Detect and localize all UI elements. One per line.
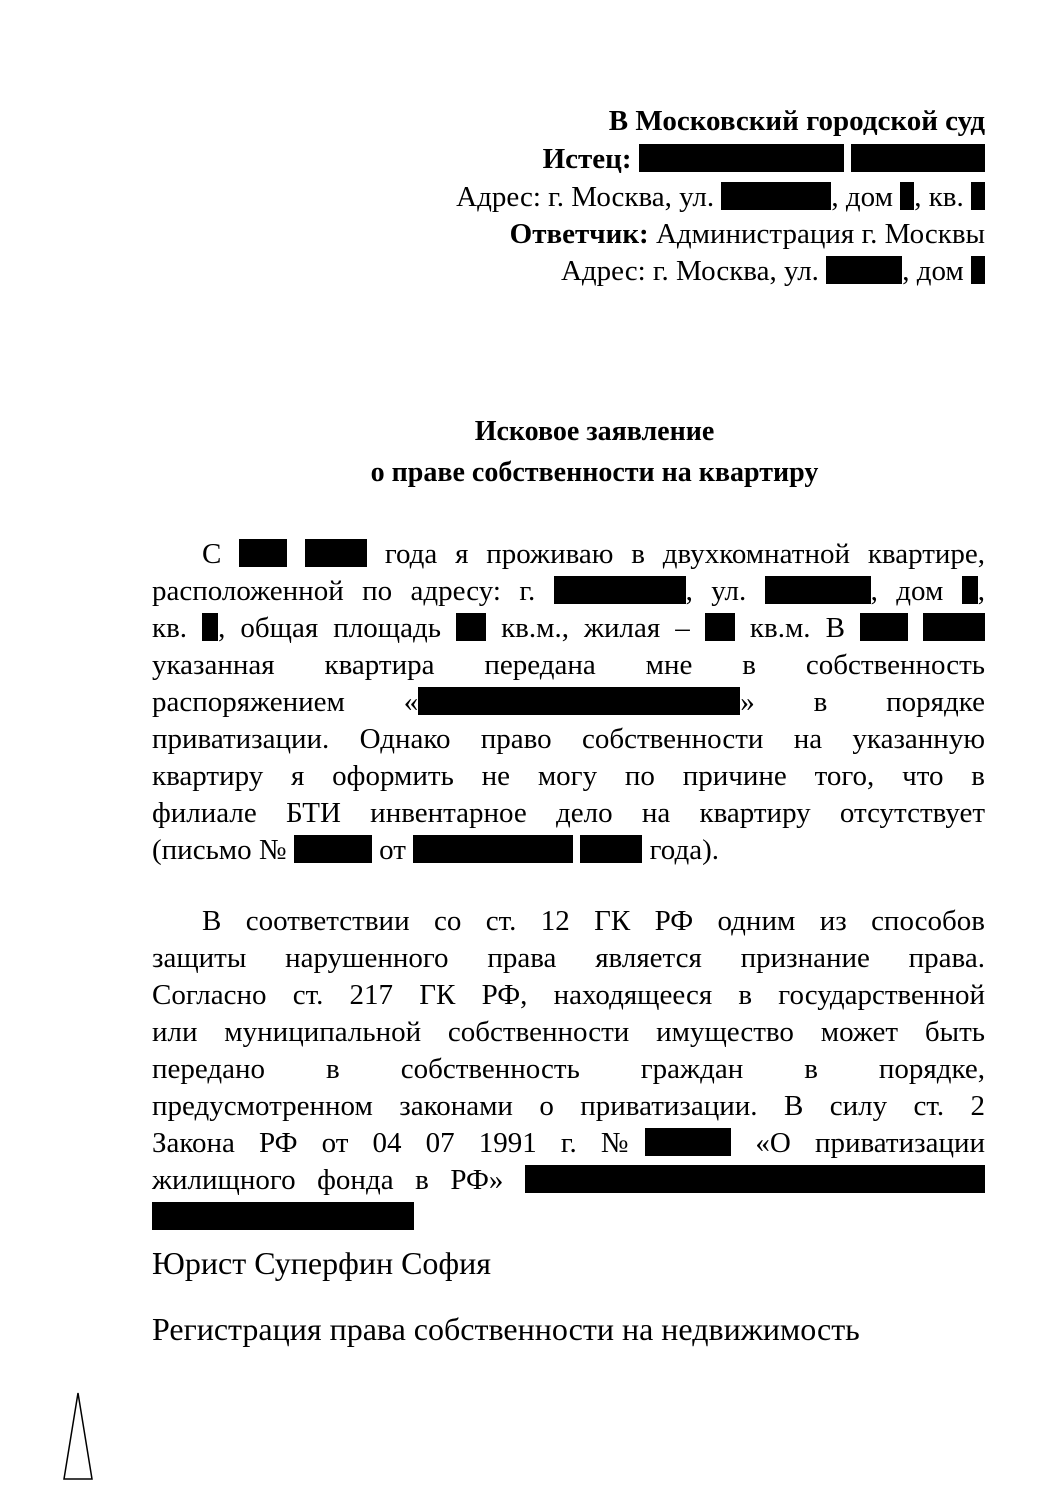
paragraph-line: филиале БТИ инвентарное дело на квартиру отсутствует — [152, 797, 985, 829]
redaction-bar — [705, 613, 735, 641]
redaction-bar — [721, 182, 831, 210]
redaction-bar — [456, 613, 486, 641]
paragraph-line: передано в собственность граждан в порядке, — [152, 1053, 985, 1085]
plaintiff-line — [543, 141, 985, 178]
redaction-bar — [826, 256, 902, 284]
redaction-bar — [765, 576, 871, 604]
paragraph-1 — [152, 536, 985, 869]
redaction-bar — [962, 576, 978, 604]
defendant-line — [510, 216, 985, 253]
paragraph-line: приватизации. Однако право собственности на указанную — [152, 723, 985, 755]
redaction-bar — [645, 1128, 731, 1156]
redaction-bar — [418, 687, 740, 715]
paragraph-line: (письмо № от года). — [152, 834, 719, 866]
plaintiff-address: Адрес: г. Москва, ул. , дом , кв. — [456, 179, 985, 216]
plaintiff-label: Истец: — [542, 143, 632, 175]
paragraph-line: предусмотренном законами о приватизации. В силу ст. 2 — [152, 1090, 985, 1122]
author-signature: Юрист Суперфин София — [152, 1245, 491, 1281]
paragraph-line: распоряжением « » в порядке — [152, 686, 986, 718]
redaction-bar — [971, 256, 985, 284]
paragraph-line — [152, 1199, 985, 1236]
document-title: Исковое заявление — [474, 416, 715, 447]
paragraph-line: или муниципальной собственности имущество может быть — [152, 1016, 985, 1048]
redaction-bar — [525, 1165, 985, 1193]
document-subtitle: о праве собственности на квартиру — [370, 457, 819, 488]
defendant-label: Ответчик: — [509, 218, 649, 250]
defendant-name: Администрация г. Москвы — [655, 218, 985, 250]
redaction-bar — [860, 613, 908, 641]
redaction-bar — [851, 144, 985, 172]
paragraph-line: С года я проживаю в двухкомнатной квартире, — [202, 538, 986, 570]
redaction-bar — [639, 144, 844, 172]
redaction-bar — [580, 835, 642, 863]
redaction-bar — [294, 835, 372, 863]
redaction-bar — [900, 182, 914, 210]
court-addressee: В Московский городской суд — [608, 105, 985, 137]
paragraph-line: Согласно ст. 217 ГК РФ, находящееся в государственной — [152, 979, 985, 1011]
redaction-bar — [971, 182, 985, 210]
redaction-bar — [413, 835, 573, 863]
paragraph-line: квартиру я оформить не могу по причине того, что в — [152, 760, 985, 792]
defendant-address: Адрес: г. Москва, ул. , дом — [561, 253, 985, 290]
paragraph-line: В соответствии со ст. 12 ГК РФ одним из способов — [202, 905, 985, 937]
paragraph-line: расположенной по адресу: г. , ул. , дом , — [152, 575, 986, 607]
redaction-bar — [554, 576, 686, 604]
paragraph-line: защиты нарушенного права является признание права. — [152, 942, 985, 974]
paragraph-2 — [152, 903, 985, 1236]
paragraph-line: жилищного фонда в РФ» — [152, 1162, 985, 1199]
redaction-bar — [152, 1202, 414, 1230]
redaction-bar — [305, 539, 367, 567]
paragraph-line: кв. , общая площадь кв.м., жилая – кв.м. В — [152, 610, 985, 647]
paragraph-line: указанная квартира передана мне в собственность — [152, 649, 985, 681]
paragraph-line: Закона РФ от 04 07 1991 г. № «О приватизации — [152, 1127, 986, 1159]
redaction-bar — [923, 613, 985, 641]
redaction-bar — [239, 539, 287, 567]
footer-topic: Регистрация права собственности на недвижимость — [152, 1311, 860, 1347]
redaction-bar — [202, 613, 218, 641]
triangle-mark-icon — [62, 1391, 94, 1481]
